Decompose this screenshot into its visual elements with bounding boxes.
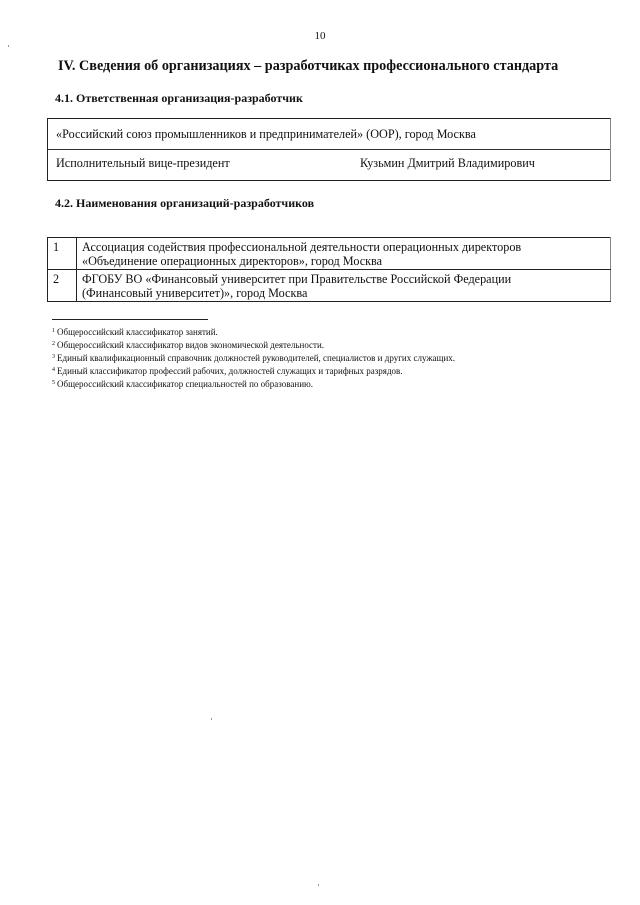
footnote: [52, 364, 612, 377]
footnote-mark: 3: [52, 354, 55, 360]
org-name-line: (Финансовый университет)», город Москва: [82, 286, 308, 300]
table-row: [48, 238, 611, 270]
responsible-org-divider: [48, 149, 610, 150]
footnote-text: Общероссийский классификатор занятий.: [57, 327, 218, 337]
responsible-org-name: «Российский союз промышленников и предпринимателей» (ООР), город Москва: [56, 127, 476, 141]
scan-speck: [211, 718, 212, 720]
scan-speck: [8, 45, 9, 47]
org-name-line: «Объединение операционных директоров», город Москва: [82, 254, 383, 268]
footnote-mark: 2: [52, 341, 55, 347]
row-number: 2: [48, 270, 77, 302]
responsible-person-position: Исполнительный вице-президент: [56, 156, 230, 170]
footnote: [52, 325, 612, 338]
footnote: [52, 351, 612, 364]
org-name-cell: [77, 238, 611, 270]
footnote-text: Общероссийский классификатор видов экономической деятельности.: [57, 340, 325, 350]
footnote: [52, 338, 612, 351]
footnote-text: Единый квалификационный справочник должностей руководителей, специалистов и других служащих.: [57, 353, 456, 363]
responsible-org-heading: 4.1. Ответственная организация-разработчик: [55, 91, 303, 105]
footnote-mark: 5: [52, 380, 55, 386]
section-title: IV. Сведения об организациях – разработчиках профессионального стандарта: [58, 58, 559, 74]
footnote-mark: 1: [52, 328, 55, 334]
org-name-line: ФГОБУ ВО «Финансовый университет при Правительстве Российской Федерации: [82, 272, 512, 286]
org-name-cell: [77, 270, 611, 302]
developer-orgs-heading: 4.2. Наименования организаций-разработчиков: [55, 196, 315, 210]
responsible-person-name: Кузьмин Дмитрий Владимирович: [360, 156, 535, 170]
responsible-org-box: [47, 118, 611, 181]
row-number: 1: [48, 238, 77, 270]
org-name-line: Ассоциация содействия профессиональной деятельности операционных директоров: [82, 240, 522, 254]
footnotes: [52, 325, 612, 390]
page-number: 10: [314, 30, 326, 42]
footnote: [52, 377, 612, 390]
footnote-text: Общероссийский классификатор специальностей по образованию.: [57, 379, 313, 389]
table-row: [48, 270, 611, 302]
developer-orgs-table: [47, 237, 611, 302]
footnote-text: Единый классификатор профессий рабочих, должностей служащих и тарифных разрядов.: [57, 366, 403, 376]
footnote-separator: [52, 319, 208, 320]
scan-speck: [318, 884, 319, 886]
footnote-mark: 4: [52, 367, 55, 373]
